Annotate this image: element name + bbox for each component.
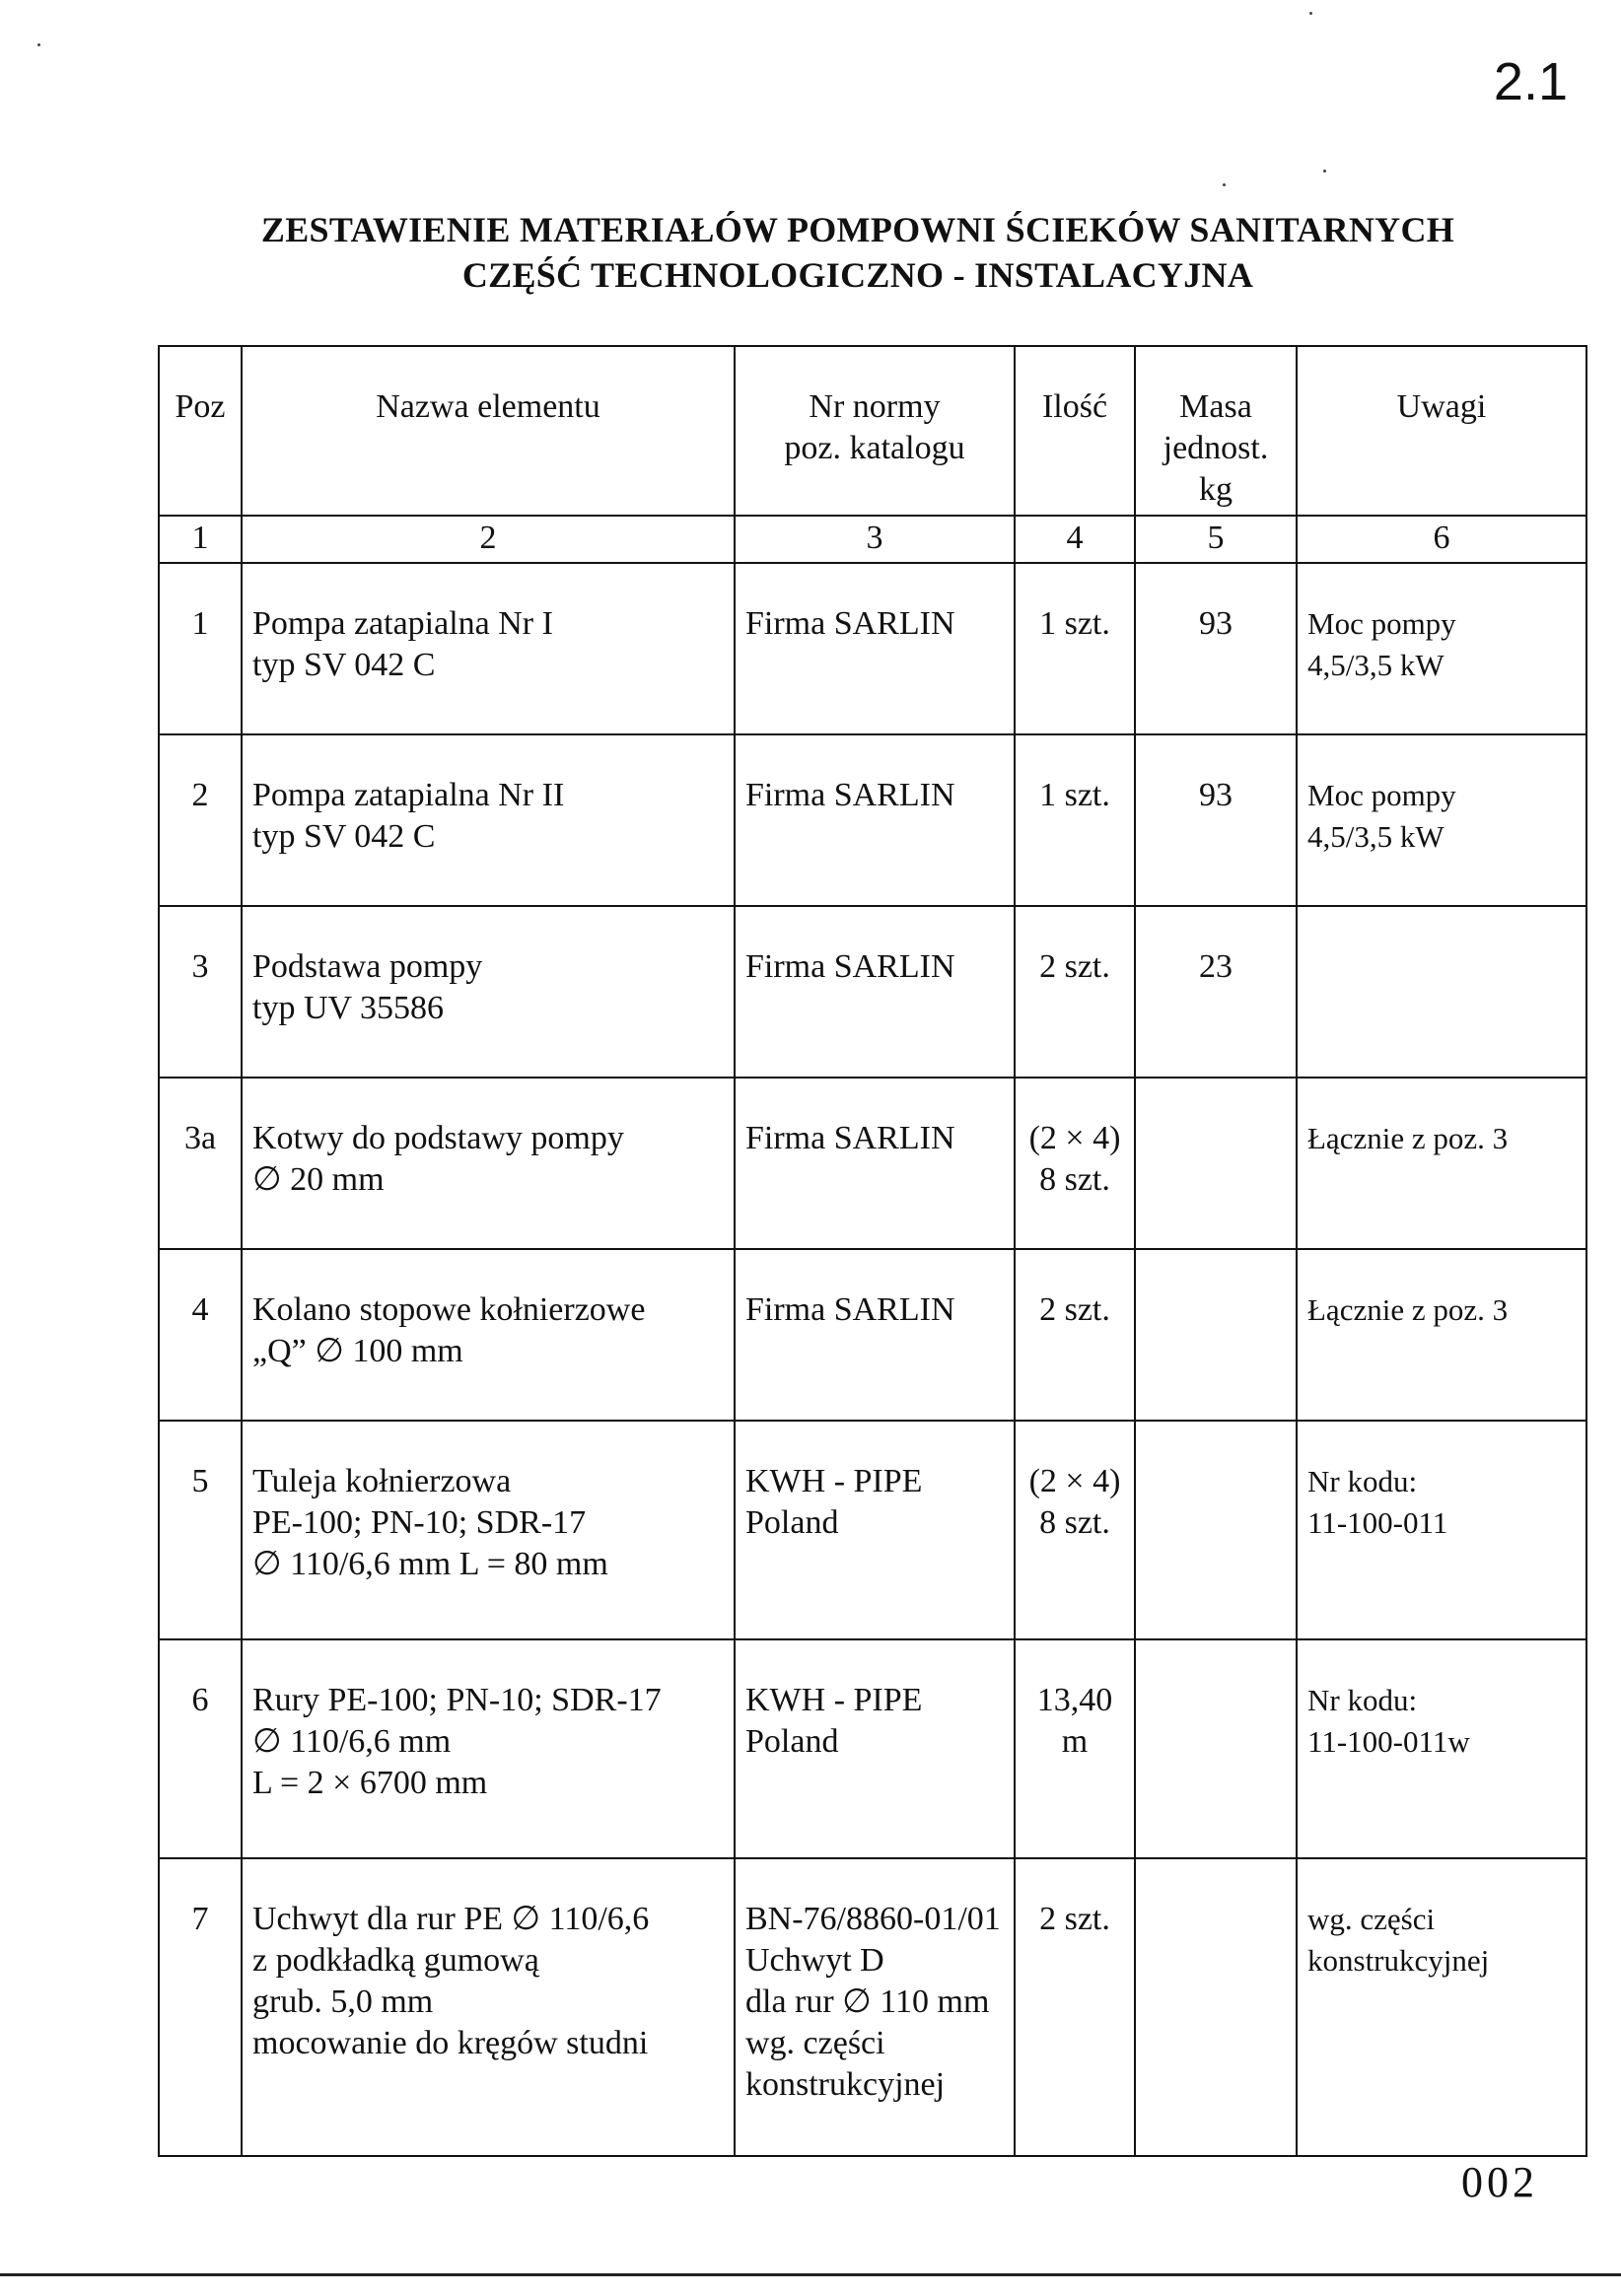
cell-qty: 2 szt. [1015, 1858, 1135, 2156]
cell-norm: Firma SARLIN [735, 1078, 1015, 1249]
cell-mass: 23 [1135, 906, 1297, 1078]
cell-qty: 1 szt. [1015, 563, 1135, 734]
cell-name: Podstawa pompy typ UV 35586 [242, 906, 735, 1078]
cell-notes [1297, 906, 1586, 1078]
column-number-row [159, 516, 1586, 563]
page-number: 2.1 [1493, 52, 1568, 111]
table-row [159, 734, 1586, 906]
cell-poz: 6 [159, 1639, 242, 1858]
cell-notes: wg. części konstrukcyjnej [1297, 1858, 1586, 2156]
table-row [159, 1858, 1586, 2156]
cell-norm: KWH - PIPE Poland [735, 1639, 1015, 1858]
cell-mass [1135, 1858, 1297, 2156]
cell-poz: 5 [159, 1421, 242, 1639]
title-line-2: CZĘŚĆ TECHNOLOGICZNO - INSTALACYJNA [461, 255, 1254, 295]
cell-norm: Firma SARLIN [735, 906, 1015, 1078]
cell-name: Pompa zatapialna Nr I typ SV 042 C [242, 563, 735, 734]
cell-notes: Nr kodu: 11-100-011w [1297, 1639, 1586, 1858]
header-notes: Uwagi [1297, 346, 1586, 516]
table-row [159, 1421, 1586, 1639]
cell-notes: Moc pompy 4,5/3,5 kW [1297, 563, 1586, 734]
column-number: 2 [242, 516, 735, 563]
cell-notes: Nr kodu: 11-100-011 [1297, 1421, 1586, 1639]
cell-name: Uchwyt dla rur PE ∅ 110/6,6 z podkładką gumową grub. 5,0 mm mocowanie do kręgów studni [242, 1858, 735, 2156]
cell-name: Kotwy do podstawy pompy ∅ 20 mm [242, 1078, 735, 1249]
cell-notes: Łącznie z poz. 3 [1297, 1249, 1586, 1421]
header-qty: Ilość [1015, 346, 1135, 516]
cell-poz: 4 [159, 1249, 242, 1421]
table-row [159, 1639, 1586, 1858]
scan-speck [1309, 12, 1312, 15]
cell-qty: 2 szt. [1015, 906, 1135, 1078]
header-poz: Poz [159, 346, 242, 516]
cell-poz: 2 [159, 734, 242, 906]
column-number: 5 [1135, 516, 1297, 563]
cell-notes: Moc pompy 4,5/3,5 kW [1297, 734, 1586, 906]
cell-name: Tuleja kołnierzowa PE-100; PN-10; SDR-17 ∅ 110/6,6 mm L = 80 mm [242, 1421, 735, 1639]
table-row [159, 563, 1586, 734]
cell-poz: 3 [159, 906, 242, 1078]
cell-name: Kolano stopowe kołnierzowe „Q” ∅ 100 mm [242, 1249, 735, 1421]
cell-poz: 1 [159, 563, 242, 734]
cell-mass: 93 [1135, 563, 1297, 734]
cell-name: Rury PE-100; PN-10; SDR-17 ∅ 110/6,6 mm L = 2 × 6700 mm [242, 1639, 735, 1858]
scan-speck [37, 43, 40, 46]
cell-norm: Firma SARLIN [735, 1249, 1015, 1421]
cell-mass [1135, 1421, 1297, 1639]
cell-qty: 2 szt. [1015, 1249, 1135, 1421]
cell-norm: Firma SARLIN [735, 734, 1015, 906]
header-mass: Masa jednost. kg [1135, 346, 1297, 516]
scan-bottom-edge [0, 2273, 1621, 2276]
header-name: Nazwa elementu [242, 346, 735, 516]
column-number: 4 [1015, 516, 1135, 563]
table-row [159, 1078, 1586, 1249]
cell-qty: (2 × 4) 8 szt. [1015, 1421, 1135, 1639]
cell-name: Pompa zatapialna Nr II typ SV 042 C [242, 734, 735, 906]
column-number: 3 [735, 516, 1015, 563]
cell-qty: (2 × 4) 8 szt. [1015, 1078, 1135, 1249]
cell-poz: 3a [159, 1078, 242, 1249]
cell-mass [1135, 1249, 1297, 1421]
materials-table [158, 345, 1587, 2157]
cell-mass: 93 [1135, 734, 1297, 906]
table-row [159, 1249, 1586, 1421]
cell-norm: KWH - PIPE Poland [735, 1421, 1015, 1639]
cell-norm: Firma SARLIN [735, 563, 1015, 734]
column-number: 1 [159, 516, 242, 563]
header-row [159, 346, 1586, 516]
header-norm: Nr normy poz. katalogu [735, 346, 1015, 516]
cell-qty: 13,40 m [1015, 1639, 1135, 1858]
cell-norm: BN-76/8860-01/01 Uchwyt D dla rur ∅ 110 mm wg. części konstrukcyjnej [735, 1858, 1015, 2156]
cell-qty: 1 szt. [1015, 734, 1135, 906]
scan-speck [1223, 183, 1226, 186]
cell-notes: Łącznie z poz. 3 [1297, 1078, 1586, 1249]
title-line-1: ZESTAWIENIE MATERIAŁÓW POMPOWNI ŚCIEKÓW SANITARNYCH [260, 210, 1455, 249]
cell-poz: 7 [159, 1858, 242, 2156]
cell-mass [1135, 1639, 1297, 1858]
footer-page-code: 002 [1461, 2158, 1538, 2206]
document-title [158, 207, 1558, 298]
scan-speck [1323, 170, 1326, 173]
cell-mass [1135, 1078, 1297, 1249]
table-row [159, 906, 1586, 1078]
column-number: 6 [1297, 516, 1586, 563]
